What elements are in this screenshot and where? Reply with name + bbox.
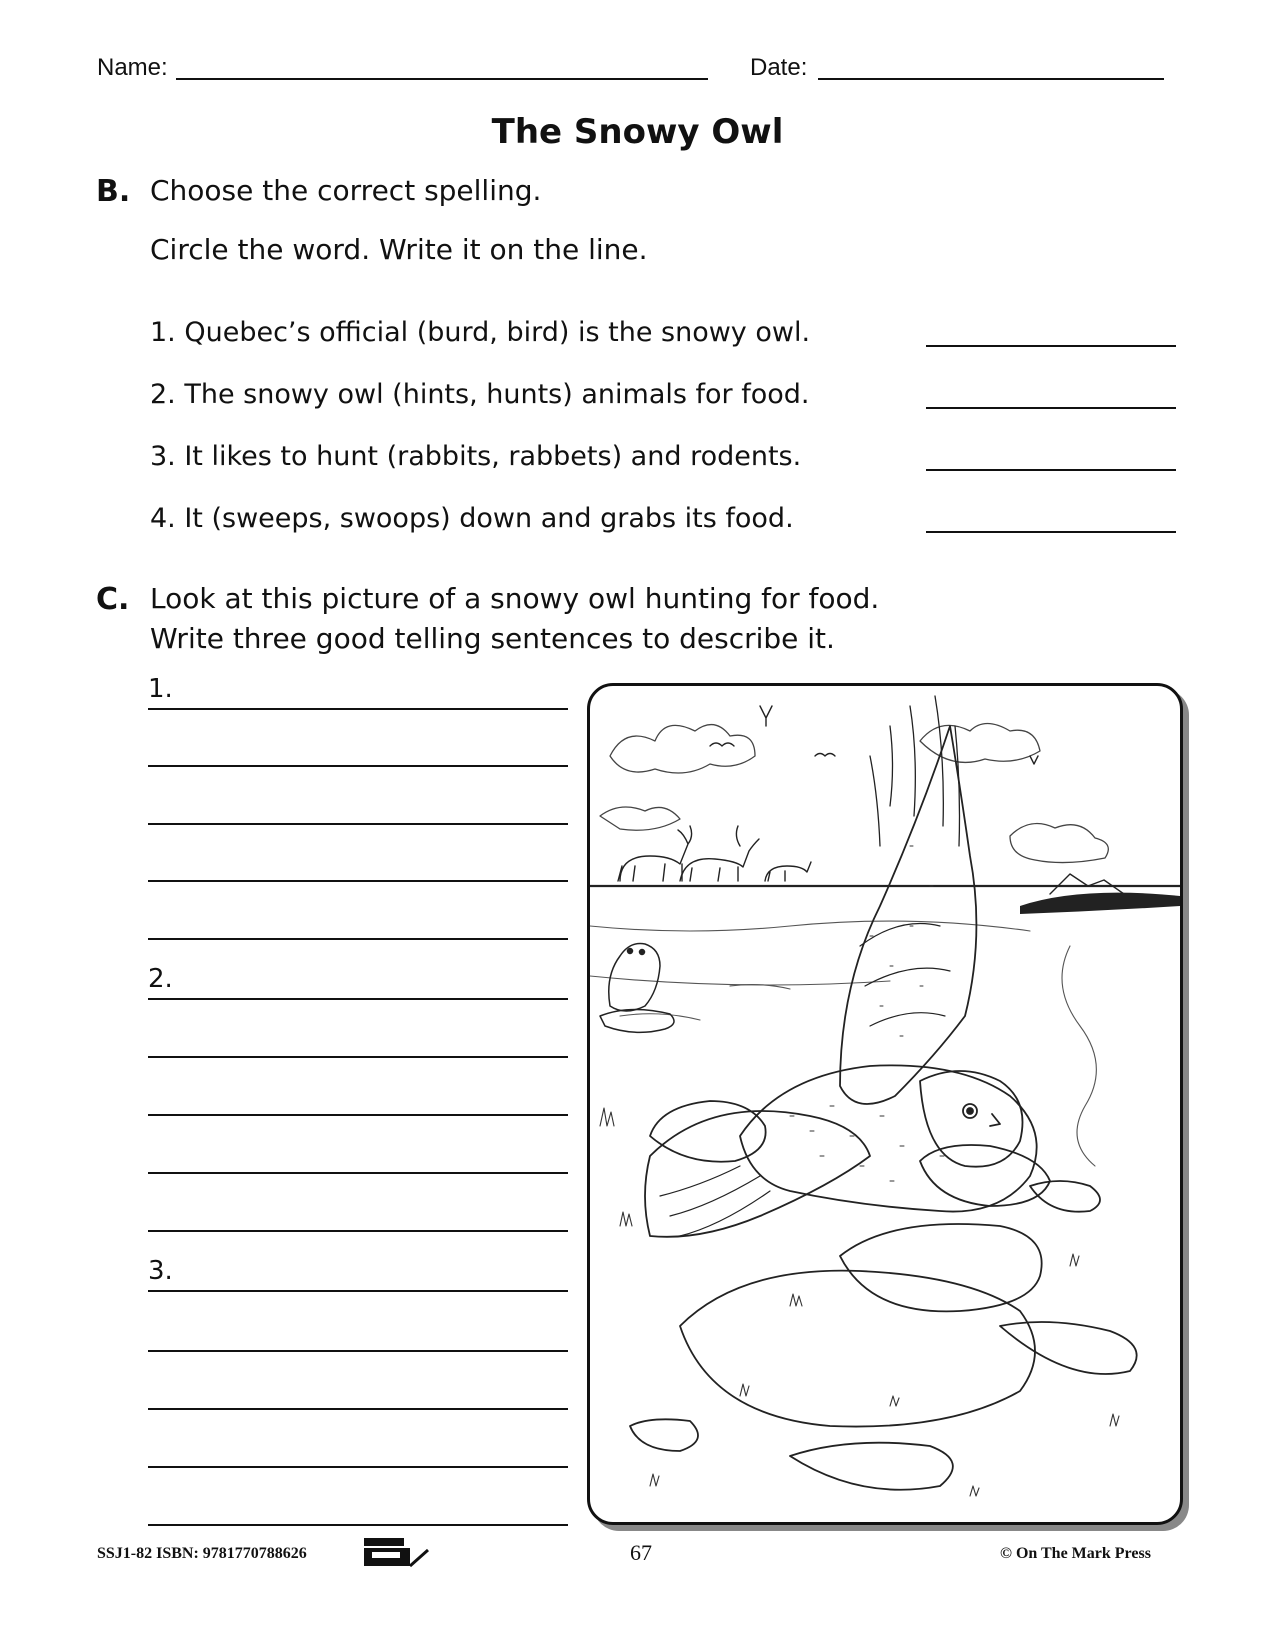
writing-line[interactable] [148,1056,568,1058]
writing-line[interactable] [148,1290,568,1292]
section-b-instruction-2: Circle the word. Write it on the line. [150,233,648,266]
perched-owl [600,944,674,1033]
page-title: The Snowy Owl [491,112,784,152]
spelling-item-3: 3. It likes to hunt (rabbits, rabbets) and rodents. [150,441,802,472]
writing-line[interactable] [148,1172,568,1174]
date-label: Date: [750,54,808,81]
writing-line[interactable] [148,823,568,825]
section-c-letter: C. [96,582,130,617]
writing-line[interactable] [148,880,568,882]
sentence-number-1: 1. [148,674,173,704]
rocks [630,1101,1137,1490]
spelling-item-1: 1. Quebec’s official (burd, bird) is the snowy owl. [150,317,811,348]
grass-tufts [600,1108,1119,1496]
writing-line[interactable] [148,998,568,1000]
answer-line-1[interactable] [926,345,1176,347]
name-field[interactable] [176,78,708,80]
answer-line-2[interactable] [926,407,1176,409]
publisher-logo-icon [362,1536,432,1570]
footer-isbn: SSJ1-82 ISBN: 9781770788626 [97,1545,307,1562]
writing-line[interactable] [148,1466,568,1468]
footer-copyright: © On The Mark Press [1000,1545,1151,1562]
spelling-item-4: 4. It (sweeps, swoops) down and grabs its food. [150,503,794,534]
spelling-item-2: 2. The snowy owl (hints, hunts) animals for food. [150,379,810,410]
writing-line[interactable] [148,1524,568,1526]
flying-owl [645,696,1037,1237]
writing-line[interactable] [148,1350,568,1352]
sentence-number-3: 3. [148,1256,173,1286]
name-label: Name: [97,54,168,81]
writing-line[interactable] [148,938,568,940]
section-b-letter: B. [96,174,131,209]
date-field[interactable] [818,78,1164,80]
tundra-ground [590,921,1096,1166]
section-c-instruction-1: Look at this picture of a snowy owl hunting for food. [150,582,880,615]
clouds [600,724,1108,863]
writing-line[interactable] [148,1408,568,1410]
writing-line[interactable] [148,1230,568,1232]
section-c-instruction-2: Write three good telling sentences to describe it. [150,622,835,655]
answer-line-4[interactable] [926,531,1176,533]
page-number: 67 [630,1540,652,1565]
writing-line[interactable] [148,765,568,767]
writing-line[interactable] [148,1114,568,1116]
snowy-owl-illustration [587,683,1183,1525]
caribou-herd [618,826,811,881]
sentence-number-2: 2. [148,964,173,994]
section-b-instruction-1: Choose the correct spelling. [150,174,542,207]
writing-line[interactable] [148,708,568,710]
sky-birds [710,706,1038,764]
answer-line-3[interactable] [926,469,1176,471]
